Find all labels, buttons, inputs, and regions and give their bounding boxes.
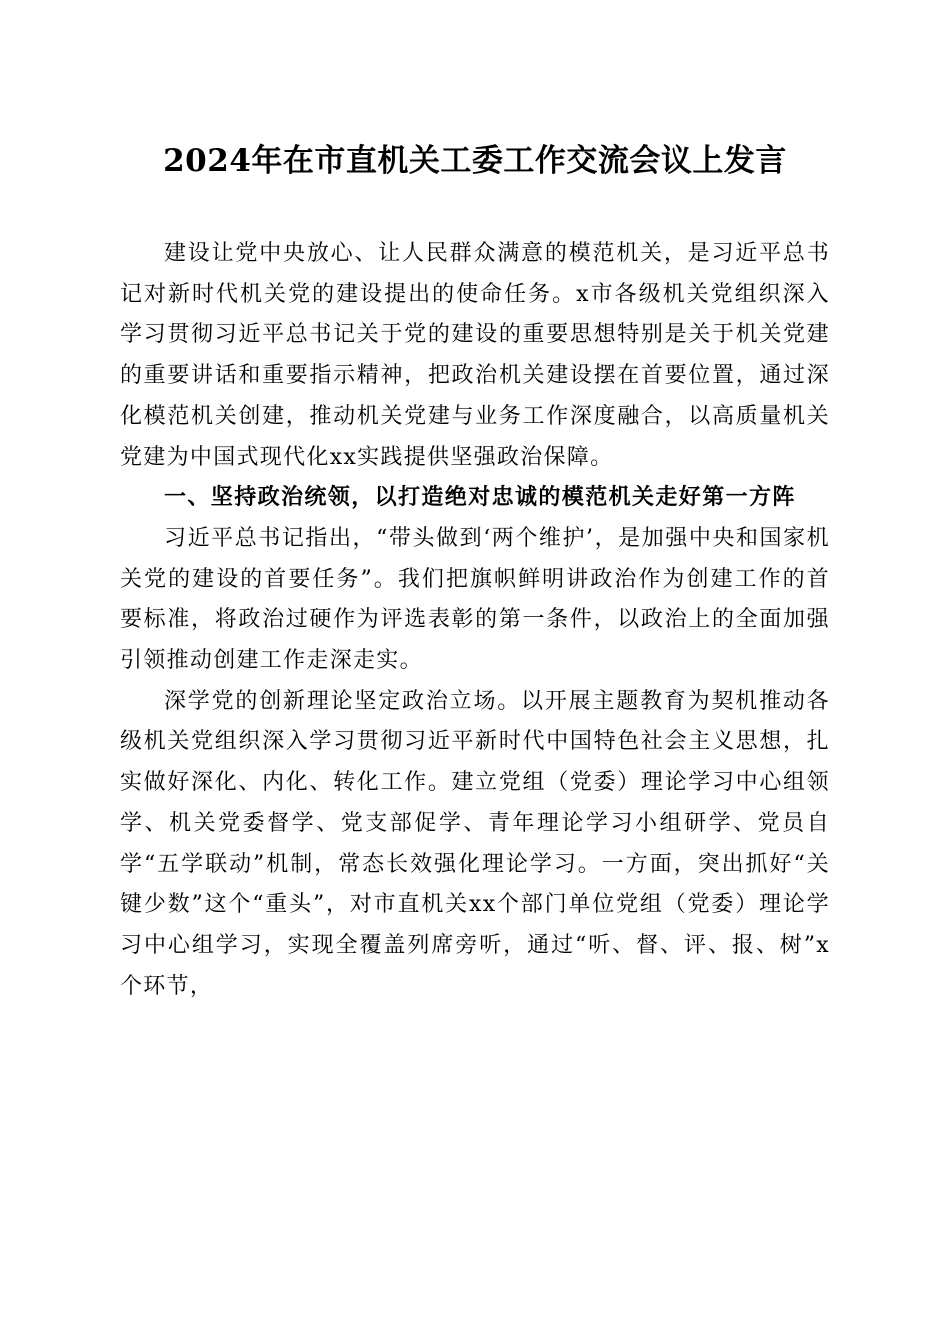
paragraph-section1-theory: 深学党的创新理论坚定政治立场。以开展主题教育为契机推动各级机关党组织深入学习贯彻习近平新时代中国特色社会主义思想，扎实做好深化、内化、转化工作。建立党组（党委）理论学习中心组领学、机关党委督学、党支部促学、青年理论学习小组研学、党员自学“五学联动”机制，常态长效强化理论学习。一方面，突出抓好“关键少数”这个“重头”，对市直机关xx个部门单位党组（党委）理论学习中心组学习，实现全覆盖列席旁听，通过“听、督、评、报、树”x个环节， (120, 688, 830, 999)
document-body (120, 234, 830, 1007)
document-title: 2024年在市直机关工委工作交流会议上发言 (163, 143, 787, 179)
paragraph-intro: 建设让党中央放心、让人民群众满意的模范机关，是习近平总书记对新时代机关党的建设提出的使命任务。x市各级机关党组织深入学习贯彻习近平总书记关于党的建设的重要思想特别是关于机关党建的重要讲话和重要指示精神，把政治机关建设摆在首要位置，通过深化模范机关创建，推动机关党建与业务工作深度融合，以高质量机关党建为中国式现代化xx实践提供坚强政治保障。 (120, 241, 830, 470)
paragraph-section1-lead: 习近平总书记指出，“带头做到‘两个维护’，是加强中央和国家机关党的建设的首要任务”。我们把旗帜鲜明讲政治作为创建工作的首要标准，将政治过硬作为评选表彰的第一条件，以政治上的全面加强引领推动创建工作走深走实。 (120, 525, 830, 674)
section-heading-1: 一、坚持政治统领，以打造绝对忠诚的模范机关走好第一方阵 (164, 485, 796, 511)
